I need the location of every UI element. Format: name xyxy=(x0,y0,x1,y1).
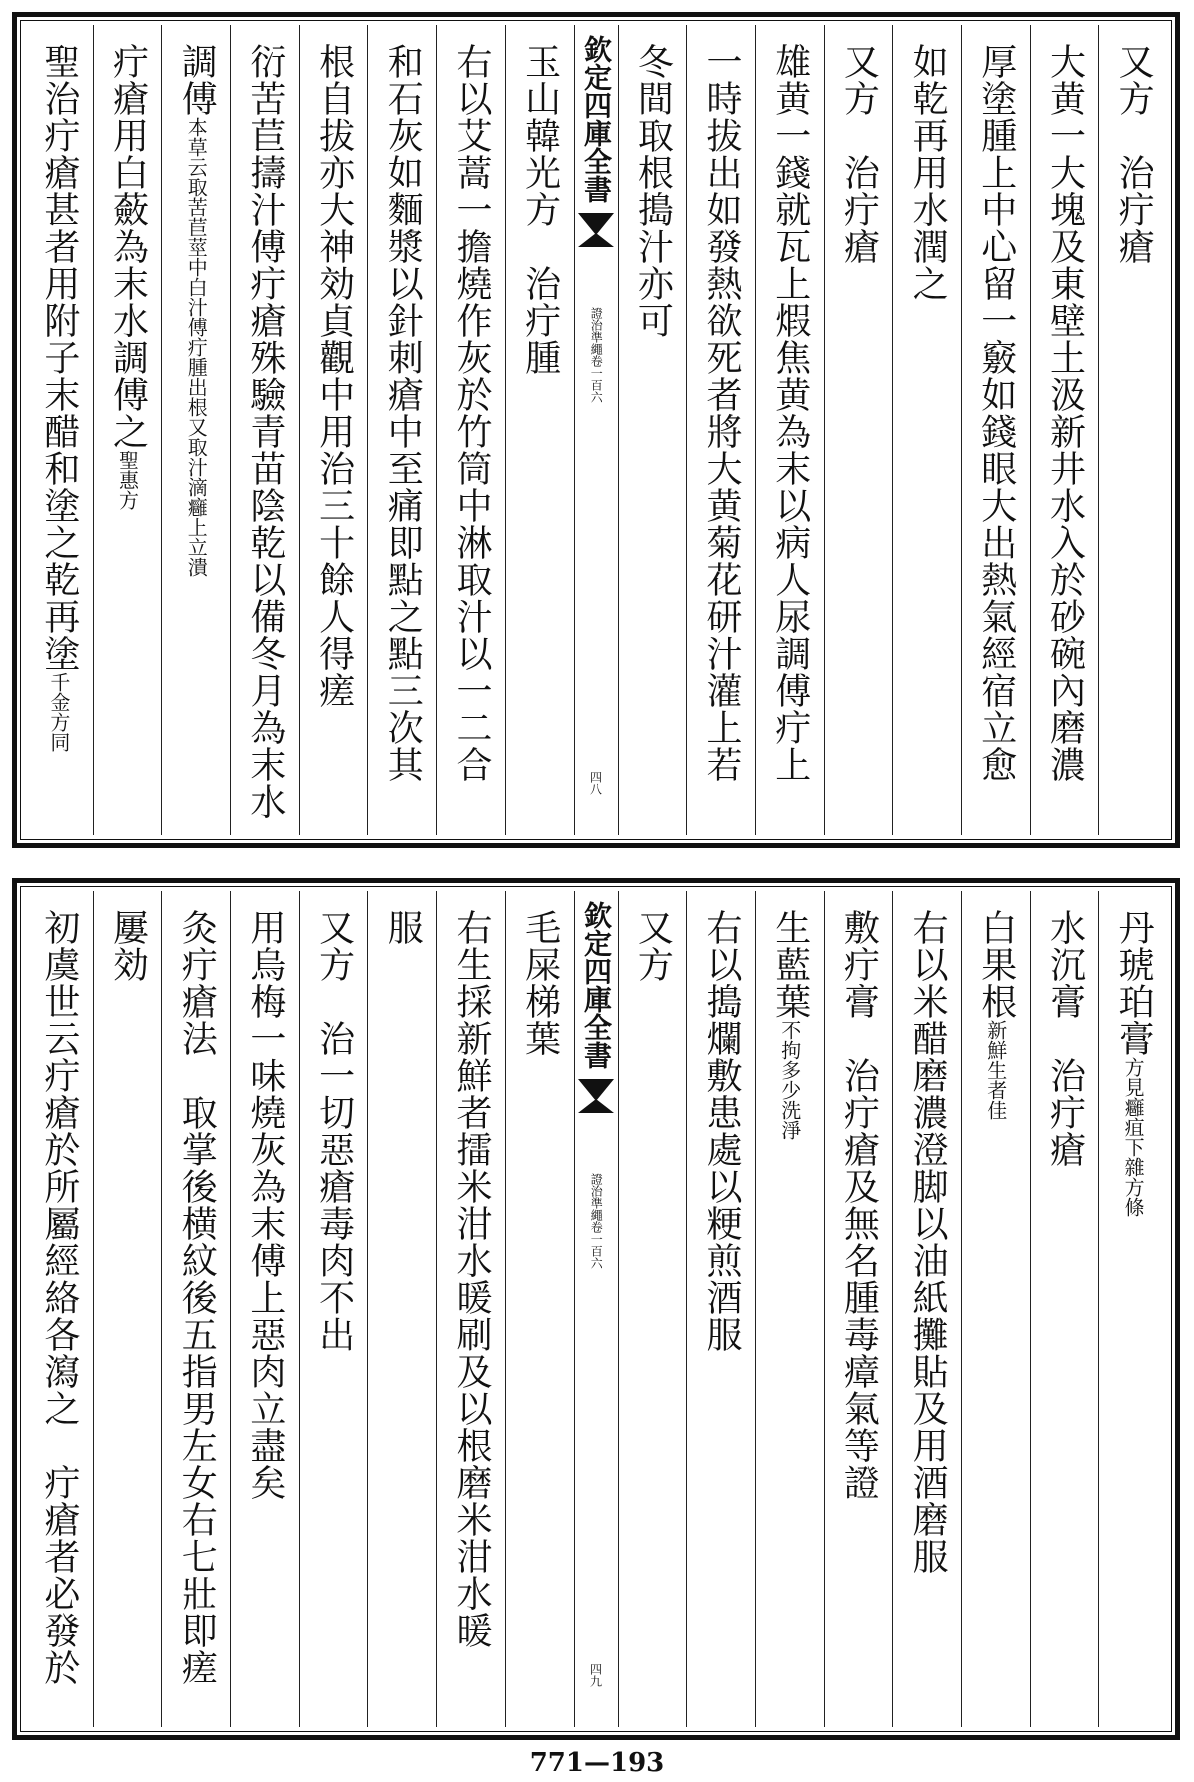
text-column xyxy=(436,891,505,1727)
main-text: 衍苦苣擣汁傅疔瘡殊驗青苗陰乾以備冬月為末水 xyxy=(244,43,286,820)
column-text xyxy=(450,25,492,835)
column-text xyxy=(975,891,1017,1727)
column-text xyxy=(176,25,218,835)
annotation-note: 方見癰疽下雜方條 xyxy=(1121,1057,1146,1217)
text-column xyxy=(161,25,230,835)
main-text: 毛屎梯葉 xyxy=(519,909,561,1057)
text-column xyxy=(505,25,574,835)
text-column xyxy=(93,891,162,1727)
text-column xyxy=(686,891,755,1727)
main-text: 和石灰如麵漿以針刺瘡中至痛即點之點三次其 xyxy=(382,43,424,783)
main-text: 屢効 xyxy=(107,909,149,983)
text-column xyxy=(25,25,93,835)
column-text xyxy=(38,25,80,835)
text-column xyxy=(892,25,961,835)
fishtail-mark-lower-icon xyxy=(578,1099,614,1113)
main-text: 如乾再用水潤之 xyxy=(907,43,949,302)
main-text: 聖治疔瘡甚者用附子末醋和塗之乾再塗 xyxy=(38,43,80,672)
book-title: 欽定四庫全書 xyxy=(580,35,613,203)
text-column xyxy=(93,25,162,835)
main-text: 右以艾蒿一擔燒作灰於竹筒中淋取汁以一二合 xyxy=(450,43,492,783)
main-text: 灸疔瘡法 取掌後横紋後五指男左女右七壯即瘥 xyxy=(176,909,218,1686)
text-column xyxy=(755,25,824,835)
main-text: 右以搗爛敷患處以粳煎酒服 xyxy=(701,909,743,1353)
upper-page-columns xyxy=(25,25,1167,835)
column-text xyxy=(382,891,424,1727)
column-text xyxy=(244,25,286,835)
text-column xyxy=(161,891,230,1727)
text-column xyxy=(299,891,368,1727)
text-column xyxy=(230,891,299,1727)
annotation-note: 千金方同 xyxy=(46,672,71,752)
fishtail-mark-lower-icon xyxy=(578,233,614,247)
main-text: 根自拔亦大神効貞觀中用治三十餘人得瘥 xyxy=(313,43,355,709)
text-column xyxy=(892,891,961,1727)
lower-page-columns xyxy=(25,891,1167,1727)
column-text xyxy=(450,891,492,1727)
annotation-note: 本草云取苦苣莖中白汁傅疔腫出根又取汁滴癰上立潰 xyxy=(184,117,209,577)
column-text xyxy=(176,891,218,1727)
text-column xyxy=(25,891,93,1727)
main-text: 大黄一大塊及東壁土汲新井水入於砂碗內磨濃 xyxy=(1044,43,1086,783)
text-column xyxy=(1030,891,1099,1727)
column-text xyxy=(907,891,949,1727)
fishtail-center-column xyxy=(574,25,618,835)
main-text: 厚塗腫上中心留一竅如錢眼大出熱氣經宿立愈 xyxy=(975,43,1017,783)
main-text: 初虞世云疔瘡於所屬經絡各瀉之 疔瘡者必發於 xyxy=(38,909,80,1686)
column-text xyxy=(975,25,1017,835)
column-text xyxy=(907,25,949,835)
leaf-number: 四八 xyxy=(588,771,603,795)
column-text xyxy=(313,25,355,835)
fishtail-mark-icon xyxy=(578,213,614,235)
column-text xyxy=(1044,891,1086,1727)
page-reference: 771—193 xyxy=(529,1748,665,1778)
main-text: 又方 治疔瘡 xyxy=(838,43,880,265)
main-text: 疔瘡用白蘞為末水調傅之 xyxy=(107,43,149,450)
column-text xyxy=(1044,25,1086,835)
text-column xyxy=(1030,25,1099,835)
column-text xyxy=(1113,25,1155,835)
main-text: 又方 治疔瘡 xyxy=(1113,43,1155,265)
column-text xyxy=(382,25,424,835)
column-text xyxy=(701,891,743,1727)
volume-label: 證治準繩卷一百六 xyxy=(589,307,604,403)
text-column xyxy=(618,25,687,835)
main-text: 右以米醋磨濃澄脚以油紙攤貼及用酒磨服 xyxy=(907,909,949,1575)
column-text xyxy=(769,891,811,1727)
text-column xyxy=(299,25,368,835)
main-text: 又方 治一切惡瘡毒肉不出 xyxy=(313,909,355,1353)
leaf-number: 四九 xyxy=(588,1663,603,1687)
text-column xyxy=(824,891,893,1727)
text-column xyxy=(686,25,755,835)
text-column xyxy=(230,25,299,835)
main-text: 調傅 xyxy=(176,43,218,117)
column-text xyxy=(838,891,880,1727)
text-column xyxy=(505,891,574,1727)
column-text xyxy=(769,25,811,835)
text-column xyxy=(367,891,436,1727)
main-text: 右生採新鮮者擂米泔水暖刷及以根磨米泔水暖 xyxy=(450,909,492,1649)
column-text xyxy=(519,25,561,835)
lower-page xyxy=(12,878,1180,1740)
column-text xyxy=(701,25,743,835)
column-text xyxy=(632,891,674,1727)
column-text xyxy=(38,891,80,1727)
column-text xyxy=(1113,891,1155,1727)
main-text: 白果根 xyxy=(975,909,1017,1020)
text-column xyxy=(1098,891,1167,1727)
annotation-note: 新鮮生者佳 xyxy=(983,1020,1008,1120)
main-text: 丹琥珀膏 xyxy=(1113,909,1155,1057)
text-column xyxy=(436,25,505,835)
annotation-note: 不拘多少洗淨 xyxy=(777,1020,802,1140)
main-text: 生藍葉 xyxy=(769,909,811,1020)
main-text: 一時拔出如發熱欲死者將大黄菊花研汁灌上若 xyxy=(701,43,743,783)
column-text xyxy=(838,25,880,835)
main-text: 冬間取根搗汁亦可 xyxy=(632,43,674,339)
main-text: 玉山韓光方 治疔腫 xyxy=(519,43,561,376)
column-text xyxy=(244,891,286,1727)
main-text: 又方 xyxy=(632,909,674,983)
main-text: 服 xyxy=(382,909,424,946)
main-text: 水沉膏 治疔瘡 xyxy=(1044,909,1086,1168)
text-column xyxy=(961,891,1030,1727)
text-column xyxy=(961,25,1030,835)
column-text xyxy=(519,891,561,1727)
column-text xyxy=(107,25,149,835)
fishtail-mark-icon xyxy=(578,1079,614,1101)
main-text: 雄黄一錢就瓦上煆焦黄為末以病人尿調傅疔上 xyxy=(769,43,811,783)
fishtail-center-column xyxy=(574,891,618,1727)
annotation-note: 聖惠方 xyxy=(115,450,140,510)
column-text xyxy=(107,891,149,1727)
main-text: 用烏梅一味燒灰為末傅上惡肉立盡矣 xyxy=(244,909,286,1501)
column-text xyxy=(632,25,674,835)
main-text: 敷疔膏 治疔瘡及無名腫毒瘴氣等證 xyxy=(838,909,880,1501)
text-column xyxy=(367,25,436,835)
upper-page xyxy=(12,12,1180,848)
text-column xyxy=(618,891,687,1727)
book-title: 欽定四庫全書 xyxy=(580,901,613,1069)
text-column xyxy=(755,891,824,1727)
text-column xyxy=(824,25,893,835)
column-text xyxy=(313,891,355,1727)
text-column xyxy=(1098,25,1167,835)
volume-label: 證治準繩卷一百六 xyxy=(589,1173,604,1269)
